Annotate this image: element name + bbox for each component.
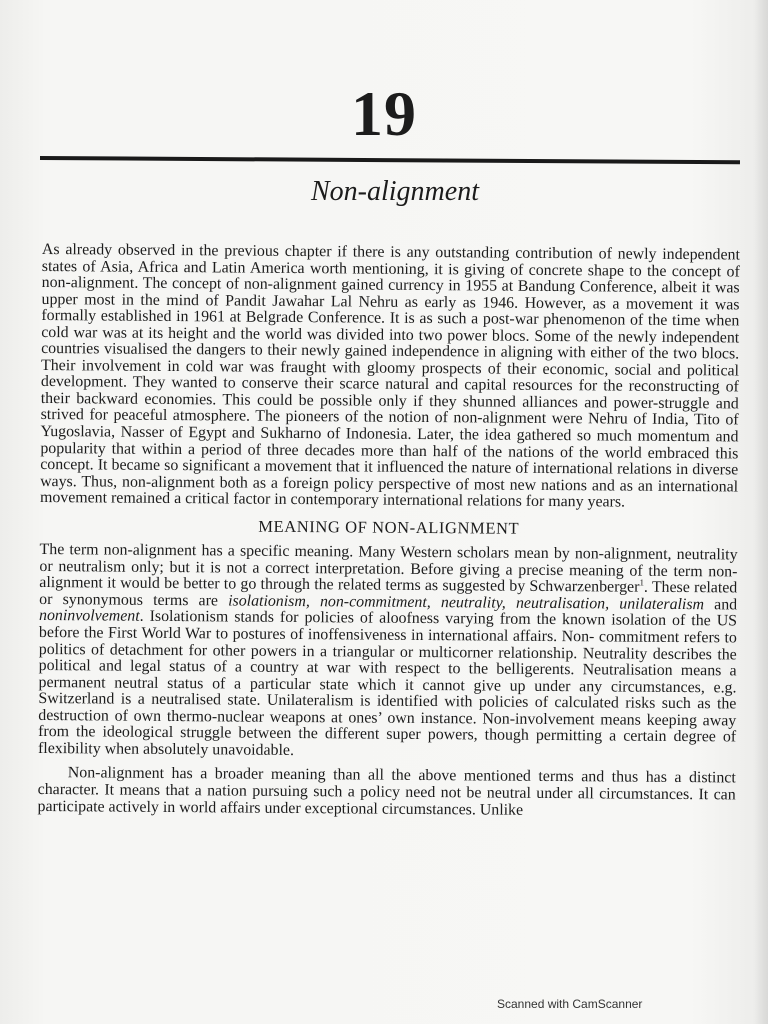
broader-meaning-paragraph: Non-alignment has a broader meaning than all the above mentioned terms and thus has a distinct character. It means that a nation pursuing such a policy need not be neutral under all circumstances. It can participate actively in world affairs under exceptional circumstances. Unlike <box>37 764 736 819</box>
conjunction-and: and <box>703 596 738 614</box>
meaning-paragraph-text-1: The term non-alignment has a specific meaning. Many Western scholars mean by non-alignment, neutrality or neutralism only; but it is not a correct interpretation. Before giving a precise meaning of the term non-alignment it would be better to go through the related terms as suggested by Schwarzenberger <box>39 541 738 597</box>
related-terms-list: isolationism, non-commitment, neutrality, neutralisation, unilateralism <box>228 592 705 614</box>
section-heading: MEANING OF NON-ALIGNMENT <box>258 516 520 538</box>
meaning-paragraph <box>38 542 738 763</box>
meaning-paragraph-text-2: . These related or synonymous terms are <box>39 579 738 610</box>
chapter-title: Non-alignment <box>311 176 479 207</box>
related-term-last: noninvolvement <box>38 607 140 626</box>
footnote-ref: 1 <box>639 577 645 588</box>
chapter-number: 19 <box>351 78 417 149</box>
scanner-watermark: Scanned with CamScanner <box>497 997 643 1011</box>
chapter-rule <box>40 156 740 164</box>
page-edge-shadow <box>754 0 768 1024</box>
intro-paragraph: As already observed in the previous chapter if there is any outstanding contribution of newly independent states of Asia, Africa and Latin America worth mentioning, it is giving of concrete shape to the concept of non-alignment. The concept of non-alignment gained currency in 1955 at Bandung Conference, albeit it was upper most in the mind of Pandit Jawahar Lal Nehru as early as 1946. However, as a movement it was formally established in 1961 at Belgrade Conference. It is as such a post-war phenomenon of the time when cold war was at its height and the world was divided into two power blocs. Some of the newly independent countries visualised the dangers to their newly gained independence in aligning with either of the two blocs. Their involvement in cold war was fraught with gloomy prospects of their economic, social and political development. They wanted to conserve their scarce natural and capital resources for the reconstructing of their backward economies. This could be possible only if they shunned alliances and power-struggle and strived for peaceful atmosphere. The pioneers of the notion of non-alignment were Nehru of India, Tito of Yugoslavia, Nasser of Egypt and Sukharno of Indonesia. Later, the idea gathered so much momentum and popularity that within a period of three decades more than half of the nations of the world embraced this concept. It became so significant a movement that it influenced the nature of international relations in diverse ways. Thus, non-alignment both as a foreign policy perspective of most new nations and as an international movement remained a critical factor in contemporary international relations for many years. <box>39 241 740 511</box>
meaning-paragraph-text-3: . Isolationism stands for policies of aloofness varying from the known isolation of the US before the First World War to postures of inoffensiveness in international affairs. Non- commitment refers to politics of detachment for other powers in a triangular or multicorner relationship. Neutrality describes the political and legal status of a country at war with respect to the belligerents. Neutralisation means a permanent neutral status of a particular state which it cannot give up under any circumstances, e.g. Switzerland is a neutralised state. Unilateralism is identified with policies of calculated risks such as the destruction of own thermo-nuclear weapons at ones’ own instance. Non-involvement means keeping away from the ideological struggle between the different super powers, though permitting a certain degree of flexibility when absolutely unavoidable. <box>37 608 738 759</box>
chapter-body <box>37 242 739 821</box>
